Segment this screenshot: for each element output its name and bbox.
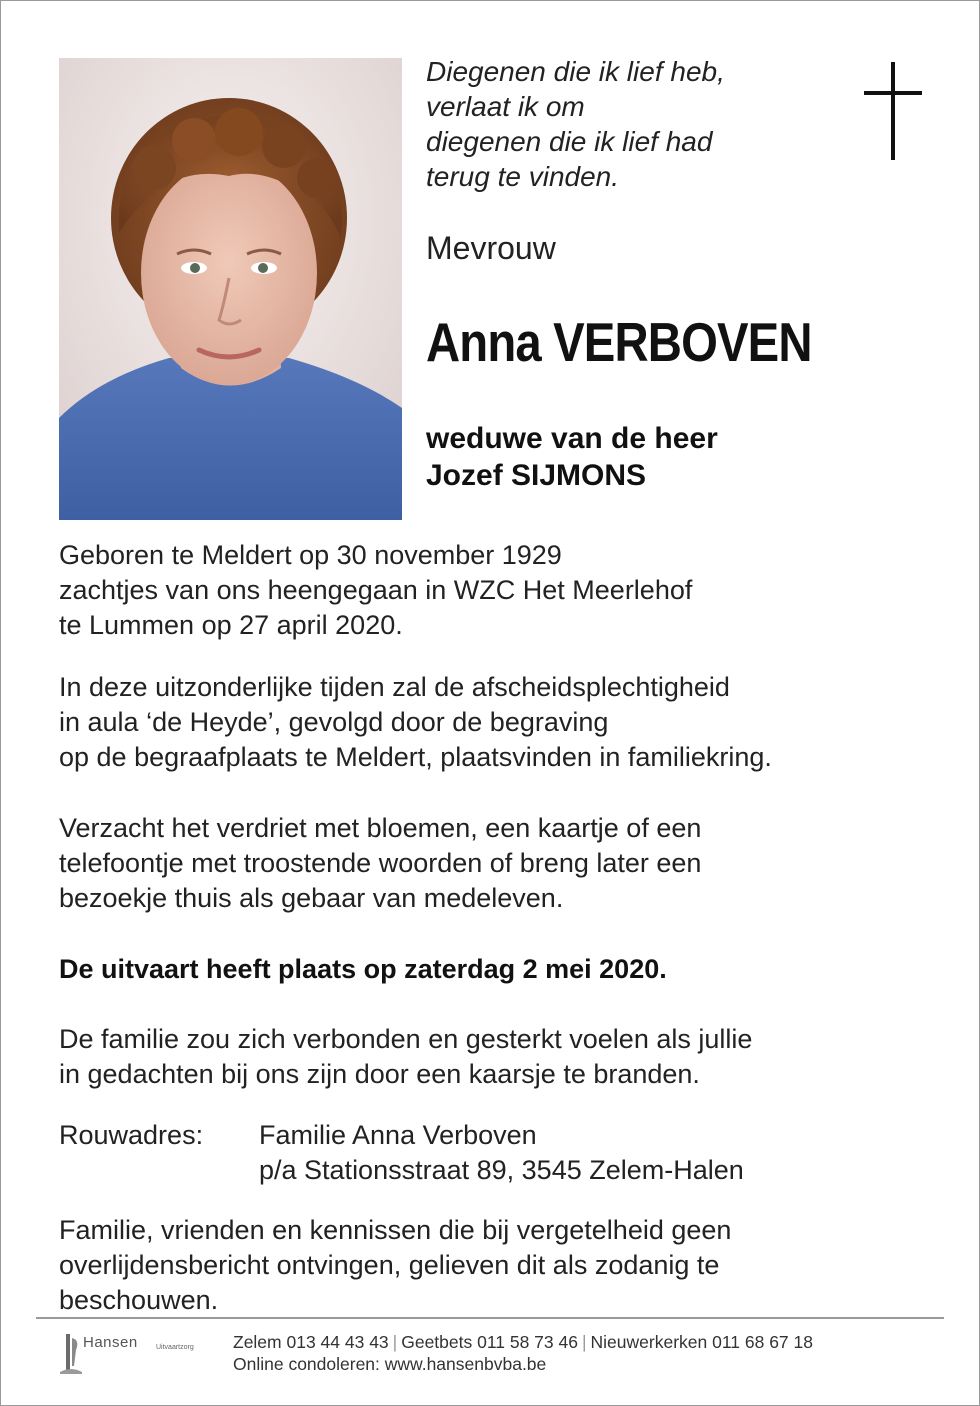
online-condolence-link[interactable]: Online condoleren: www.hansenbvba.be: [233, 1354, 547, 1374]
text-line: Familie, vrienden en kennissen die bij vergetelheid geen: [59, 1215, 732, 1245]
poem-line: verlaat ik om: [426, 91, 585, 122]
poem: [426, 54, 826, 194]
text-line: beschouwen.: [59, 1285, 219, 1315]
birth-death-paragraph: [59, 538, 692, 643]
footer-divider: [36, 1317, 944, 1319]
text-line: op de begraafplaats te Meldert, plaatsvinden in familiekring.: [59, 742, 772, 772]
spouse-line: weduwe van de heer: [426, 422, 718, 455]
phone-zelem: Zelem 013 44 43 43: [233, 1332, 389, 1352]
candle-paragraph: [59, 1022, 752, 1092]
address-line: p/a Stationsstraat 89, 3545 Zelem-Halen: [259, 1155, 744, 1185]
separator: |: [581, 1332, 587, 1352]
notice-paragraph: [59, 1213, 731, 1318]
honorific: Mevrouw: [426, 230, 556, 266]
text-line: in aula ‘de Heyde’, gevolgd door de begraving: [59, 707, 609, 737]
text-line: In deze uitzonderlijke tijden zal de afscheidsplechtigheid: [59, 672, 730, 702]
separator: |: [392, 1332, 398, 1352]
spouse-name: Jozef SIJMONS: [426, 459, 647, 492]
phone-nieuwerkerken: Nieuwerkerken 011 68 67 18: [590, 1332, 813, 1352]
poem-line: diegenen die ik lief had: [426, 126, 713, 157]
logo-subtitle: Uitvaartzorg: [156, 1344, 194, 1351]
text-line: overlijdensbericht ontvingen, gelieven dit als zodanig te: [59, 1250, 720, 1280]
funeral-home-logo: [60, 1328, 210, 1378]
text-line: Geboren te Meldert op 30 november 1929: [59, 540, 562, 570]
condolence-paragraph: [59, 811, 701, 916]
logo-figure-icon: [60, 1330, 82, 1376]
text-line: De familie zou zich verbonden en gesterkt voelen als jullie: [59, 1024, 753, 1054]
deceased-name: Anna VERBOVEN: [426, 311, 812, 373]
funeral-date: De uitvaart heeft plaats op zaterdag 2 mei 2020.: [59, 954, 667, 984]
text-line: telefoontje met troostende woorden of breng later een: [59, 848, 702, 878]
text-line: in gedachten bij ons zijn door een kaarsje te branden.: [59, 1059, 700, 1089]
cross-icon: [864, 62, 922, 160]
address-value: [259, 1118, 744, 1188]
address-label: Rouwadres:: [59, 1120, 204, 1150]
ceremony-paragraph: [59, 670, 772, 775]
text-line: zachtjes van ons heengegaan in WZC Het Meerlehof: [59, 575, 693, 605]
spouse-info: [426, 420, 718, 494]
poem-line: terug te vinden.: [426, 161, 620, 192]
address-line: Familie Anna Verboven: [259, 1120, 537, 1150]
text-line: te Lummen op 27 april 2020.: [59, 610, 403, 640]
portrait-illustration: [59, 58, 402, 520]
phone-list: [233, 1331, 813, 1353]
portrait-photo: [59, 58, 402, 520]
logo-name: Hansen: [83, 1334, 138, 1351]
text-line: bezoekje thuis als gebaar van medeleven.: [59, 883, 564, 913]
poem-line: Diegenen die ik lief heb,: [426, 56, 725, 87]
phone-geetbets: Geetbets 011 58 73 46: [401, 1332, 578, 1352]
footer-contacts: [233, 1331, 813, 1375]
text-line: Verzacht het verdriet met bloemen, een kaartje of een: [59, 813, 702, 843]
